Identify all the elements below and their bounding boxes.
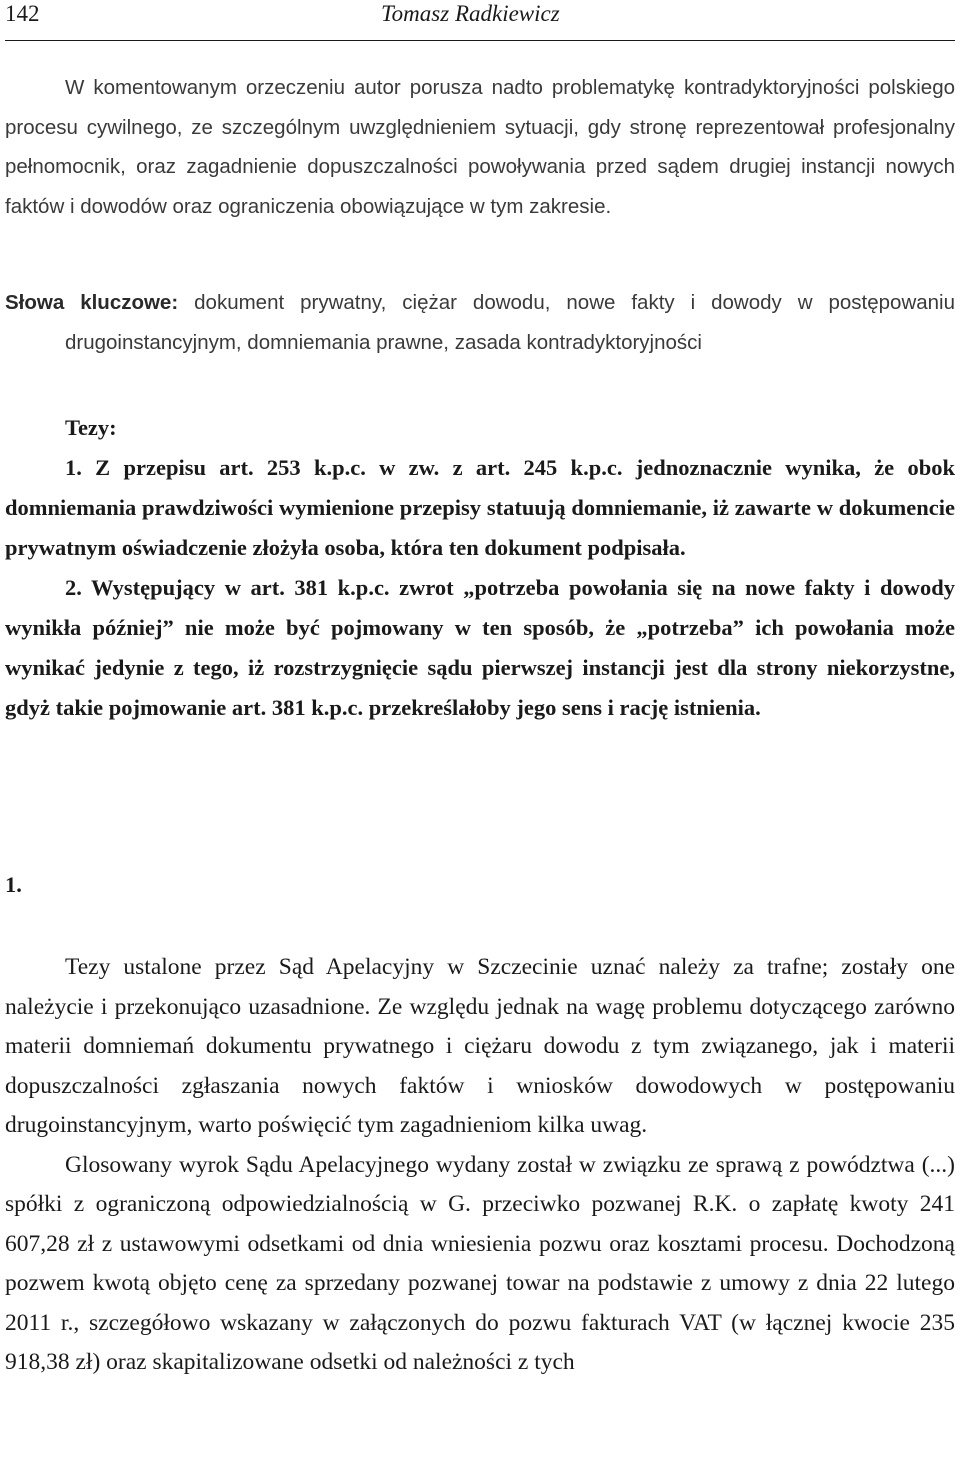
abstract: W komentowanym orzeczeniu autor porusza nadto problematykę kontradyktoryjności polskiego procesu cywilnego, ze szczególnym uwzględnieniem sytuacji, gdy stronę reprezentował profesjonalny pełnomocnik, oraz zagadnienie dopuszczalności powoływania przed sądem drugiej instancji nowych faktów i dowodów oraz ograniczenia obowiązujące w tym zakresie.: [5, 76, 955, 218]
page: [5, 0, 956, 1375]
keywords: [5, 283, 955, 362]
keywords-label: Słowa kluczowe:: [5, 291, 179, 314]
keywords-text: dokument prywatny, ciężar dowodu, nowe fakty i dowody w postępowaniu drugoinstancyjnym, domniemania prawne, zasada kontradyktoryjności: [65, 291, 956, 354]
running-head-author: Tomasz Radkiewicz: [381, 1, 560, 26]
theses: [5, 408, 955, 728]
header-rule: [5, 40, 955, 41]
running-head: [5, 0, 955, 34]
theses-label: Tezy:: [65, 415, 117, 440]
thesis-2: 2. Występujący w art. 381 k.p.c. zwrot „potrzeba powołania się na nowe fakty i dowody wynikła później” nie może być pojmowany w ten sposób, że „potrzeba” ich powołania może wynikać jedynie z tego, iż rozstrzygnięcie sądu pierwszej instancji jest dla strony niekorzystne, gdyż takie pojmowanie art. 381 k.p.c. przekreślałoby jego sens i rację istnienia.: [5, 575, 955, 720]
page-number: 142: [5, 1, 40, 26]
thesis-1: 1. Z przepisu art. 253 k.p.c. w zw. z art. 245 k.p.c. jednoznacznie wynika, że obok domniemania prawdziwości wymienione przepisy statuują domniemanie, iż zawarte w dokumencie prywatnym oświadczenie złożyła osoba, która ten dokument podpisała.: [5, 455, 955, 560]
body-paragraph-2: Glosowany wyrok Sądu Apelacyjnego wydany został w związku ze sprawą z powództwa (...) spółki z ograniczoną odpowiedzialnością w G. przeciwko pozwanej R.K. o zapłatę kwoty 241 607,28 zł z ustawowymi odsetkami od dnia wniesienia pozwu oraz kosztami procesu. Dochodzoną pozwem kwotą objęto cenę za sprzedany pozwanej towar na podstawie z umowy z dnia 22 lutego 2011 r., szczegółowo wskazany w załączonych do pozwu fakturach VAT (w łącznej kwocie 235 918,38 zł) oraz skapitalizowane odsetki od należności z tych: [5, 1151, 955, 1375]
body-paragraph-1: Tezy ustalone przez Sąd Apelacyjny w Szczecinie uznać należy za trafne; zostały one należycie i przekonująco uzasadnione. Ze względu jednak na wagę problemu dotyczącego zarówno materii domniemań dokumentu prywatnego i ciężaru dowodu z tym związanego, jak i materii dopuszczalności zgłaszania nowych faktów i wniosków dowodowych w postępowaniu drugoinstancyjnym, warto poświęcić tym zagadnieniom kilka uwag.: [5, 954, 955, 1138]
section-number: 1.: [5, 872, 22, 897]
body-text: [5, 948, 955, 1383]
